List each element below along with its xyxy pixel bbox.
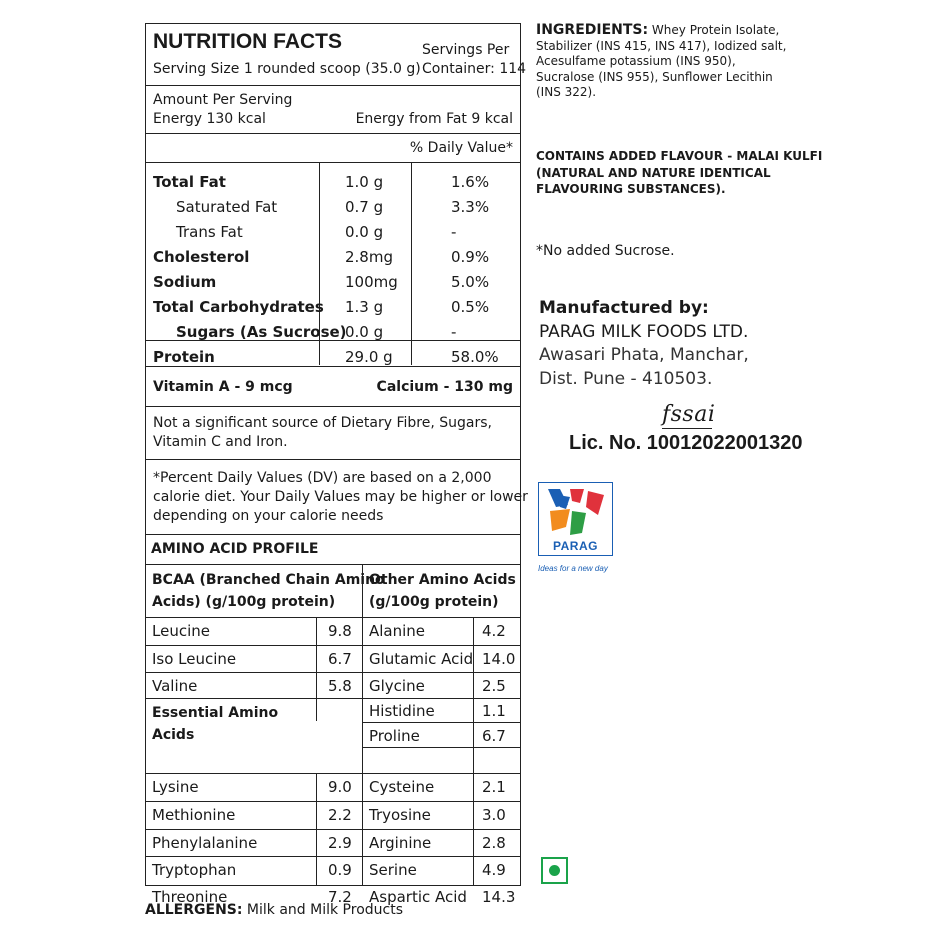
note-line: calorie diet. Your Daily Values may be higher or lower bbox=[153, 489, 528, 505]
ingredients-line: Stabilizer (INS 415, INS 417), Iodized salt, bbox=[536, 38, 787, 53]
amino-title: AMINO ACID PROFILE bbox=[151, 541, 319, 557]
daily-value-note bbox=[146, 460, 528, 535]
nutrient-amount: 1.0 g bbox=[345, 173, 384, 191]
ingredients bbox=[536, 23, 786, 101]
serving-size: Serving Size 1 rounded scoop (35.0 g) bbox=[153, 61, 421, 77]
amino-name: Serine bbox=[369, 861, 417, 879]
nutrient-dv: 0.9% bbox=[451, 248, 490, 266]
amino-name: Iso Leucine bbox=[152, 650, 237, 668]
servings-per-label: Servings Per bbox=[422, 42, 510, 58]
parag-brand-name: PARAG bbox=[553, 539, 598, 553]
parag-logo bbox=[538, 482, 613, 556]
amino-value: 3.0 bbox=[482, 806, 506, 824]
nutrient-dv: 58.0% bbox=[451, 348, 499, 366]
not-significant-note bbox=[146, 407, 520, 460]
nutrient-amount: 0.0 g bbox=[345, 223, 384, 241]
calcium: Calcium - 130 mg bbox=[376, 379, 513, 395]
amino-value: 14.0 bbox=[482, 650, 516, 668]
amino-value: 2.9 bbox=[328, 834, 352, 852]
vegetarian-mark-icon bbox=[541, 857, 568, 884]
parag-logo-mark-icon bbox=[540, 485, 612, 539]
ingredients-label: INGREDIENTS: bbox=[536, 22, 649, 38]
nutrient-amount: 1.3 g bbox=[345, 298, 384, 316]
nutrient-dv: - bbox=[451, 323, 457, 341]
amino-value: 14.3 bbox=[482, 888, 516, 906]
ingredients-line: Whey Protein Isolate, bbox=[648, 23, 780, 37]
ingredients-line: (INS 322). bbox=[536, 85, 597, 99]
bcaa-header: Acids) (g/100g protein) bbox=[152, 594, 336, 610]
amino-name: Methionine bbox=[152, 806, 236, 824]
amino-value: 2.8 bbox=[482, 834, 506, 852]
ingredients-line: Acesulfame potassium (INS 950), bbox=[536, 54, 736, 68]
amount-per-serving: Amount Per Serving bbox=[153, 92, 293, 108]
manufacturer-label: Manufactured by: bbox=[539, 298, 709, 318]
nutrient-amount: 2.8mg bbox=[345, 248, 393, 266]
essential-header: Essential Amino bbox=[152, 705, 279, 721]
amino-value: 9.8 bbox=[328, 622, 352, 640]
daily-value-header-row bbox=[146, 134, 520, 163]
amino-name: Valine bbox=[152, 677, 198, 695]
amino-name: Tryptophan bbox=[152, 861, 237, 879]
nutrient-dv: 5.0% bbox=[451, 273, 490, 291]
amino-value: 2.2 bbox=[328, 806, 352, 824]
allergens-label: ALLERGENS: bbox=[145, 902, 243, 918]
amino-value: 6.7 bbox=[482, 727, 506, 745]
amino-name: Threonine bbox=[152, 888, 228, 906]
amount-per-serving-block bbox=[146, 86, 520, 134]
vegetarian-dot-icon bbox=[549, 865, 560, 876]
amino-name: Aspartic Acid bbox=[369, 888, 467, 906]
amino-title-row bbox=[146, 535, 520, 565]
amino-value: 2.5 bbox=[482, 677, 506, 695]
nutrient-amount: 29.0 g bbox=[345, 348, 393, 366]
amino-value: 2.1 bbox=[482, 778, 506, 796]
amino-name: Phenylalanine bbox=[152, 834, 258, 852]
ingredients-line: Sucralose (INS 955), Sunflower Lecithin bbox=[536, 69, 773, 84]
amino-table bbox=[146, 565, 520, 906]
parag-tagline: Ideas for a new day bbox=[538, 564, 608, 573]
amino-value: 9.0 bbox=[328, 778, 352, 796]
nutrient-name: Saturated Fat bbox=[176, 198, 278, 216]
nutrient-name: Sugars (As Sucrose) bbox=[176, 323, 347, 341]
amino-value: 0.9 bbox=[328, 861, 352, 879]
amino-name: Tryosine bbox=[369, 806, 431, 824]
amino-name: Glutamic Acid bbox=[369, 650, 474, 668]
nutrient-name: Total Carbohydrates bbox=[153, 298, 324, 316]
nutrient-name: Protein bbox=[153, 348, 215, 366]
nutrient-dv: 1.6% bbox=[451, 173, 490, 191]
nutrient-table bbox=[146, 163, 520, 367]
nutrition-header bbox=[146, 24, 527, 86]
other-header: (g/100g protein) bbox=[369, 594, 499, 610]
fssai-logo: fssai bbox=[662, 402, 716, 427]
nutrient-dv: - bbox=[451, 223, 457, 241]
allergens bbox=[145, 902, 403, 918]
nutrient-name: Trans Fat bbox=[176, 223, 243, 241]
flavour-line: CONTAINS ADDED FLAVOUR - MALAI KULFI bbox=[536, 149, 823, 163]
flavour-line: (NATURAL AND NATURE IDENTICAL bbox=[536, 165, 771, 180]
nutrient-amount: 100mg bbox=[345, 273, 398, 291]
amino-value: 7.2 bbox=[328, 888, 352, 906]
daily-value-header: % Daily Value* bbox=[409, 140, 513, 156]
manufacturer-block bbox=[539, 297, 749, 391]
vitamin-a: Vitamin A - 9 mcg bbox=[153, 379, 293, 395]
manufacturer-name: PARAG MILK FOODS LTD. bbox=[539, 321, 749, 342]
nutrient-name: Cholesterol bbox=[153, 248, 250, 266]
nutrient-name: Sodium bbox=[153, 273, 217, 291]
amino-name: Arginine bbox=[369, 834, 432, 852]
essential-header: Acids bbox=[152, 727, 195, 743]
energy: Energy 130 kcal bbox=[153, 111, 266, 127]
note-line: depending on your calorie needs bbox=[153, 508, 384, 524]
nutrient-dv: 3.3% bbox=[451, 198, 490, 216]
fssai-underline bbox=[662, 428, 712, 429]
amino-value: 1.1 bbox=[482, 702, 506, 720]
flavour-statement bbox=[536, 148, 822, 198]
amino-name: Histidine bbox=[369, 702, 435, 720]
allergens-text: Milk and Milk Products bbox=[242, 902, 404, 918]
energy-from-fat: Energy from Fat 9 kcal bbox=[355, 111, 513, 127]
amino-name: Alanine bbox=[369, 622, 426, 640]
flavour-line: FLAVOURING SUBSTANCES). bbox=[536, 182, 726, 196]
amino-value: 5.8 bbox=[328, 677, 352, 695]
amino-value: 4.9 bbox=[482, 861, 506, 879]
note-line: Not a significant source of Dietary Fibre, Sugars, bbox=[153, 415, 492, 431]
amino-value: 6.7 bbox=[328, 650, 352, 668]
nutrition-title: NUTRITION FACTS bbox=[153, 30, 342, 53]
amino-name: Cysteine bbox=[369, 778, 435, 796]
manufacturer-address: Awasari Phata, Manchar, bbox=[539, 345, 749, 365]
amino-name: Proline bbox=[369, 727, 420, 745]
nutrition-facts-panel bbox=[145, 23, 528, 906]
servings-per-value: Container: 114 bbox=[422, 61, 527, 77]
amino-name: Leucine bbox=[152, 622, 210, 640]
license-number: Lic. No. 10012022001320 bbox=[569, 432, 803, 454]
nutrient-name: Total Fat bbox=[153, 173, 226, 191]
nutrient-amount: 0.0 g bbox=[345, 323, 384, 341]
bcaa-header: BCAA (Branched Chain Amino bbox=[152, 572, 385, 588]
other-header: Other Amino Acids bbox=[369, 572, 516, 588]
amino-value: 4.2 bbox=[482, 622, 506, 640]
amino-name: Lysine bbox=[152, 778, 199, 796]
manufacturer-address: Dist. Pune - 410503. bbox=[539, 368, 713, 389]
vitamins-row bbox=[146, 367, 520, 407]
amino-name: Glycine bbox=[369, 677, 425, 695]
note-line: *Percent Daily Values (DV) are based on a 2,000 bbox=[153, 470, 492, 486]
note-line: Vitamin C and Iron. bbox=[153, 434, 288, 450]
nutrient-amount: 0.7 g bbox=[345, 198, 384, 216]
nutrient-dv: 0.5% bbox=[451, 298, 490, 316]
no-sucrose-note: *No added Sucrose. bbox=[536, 243, 675, 259]
